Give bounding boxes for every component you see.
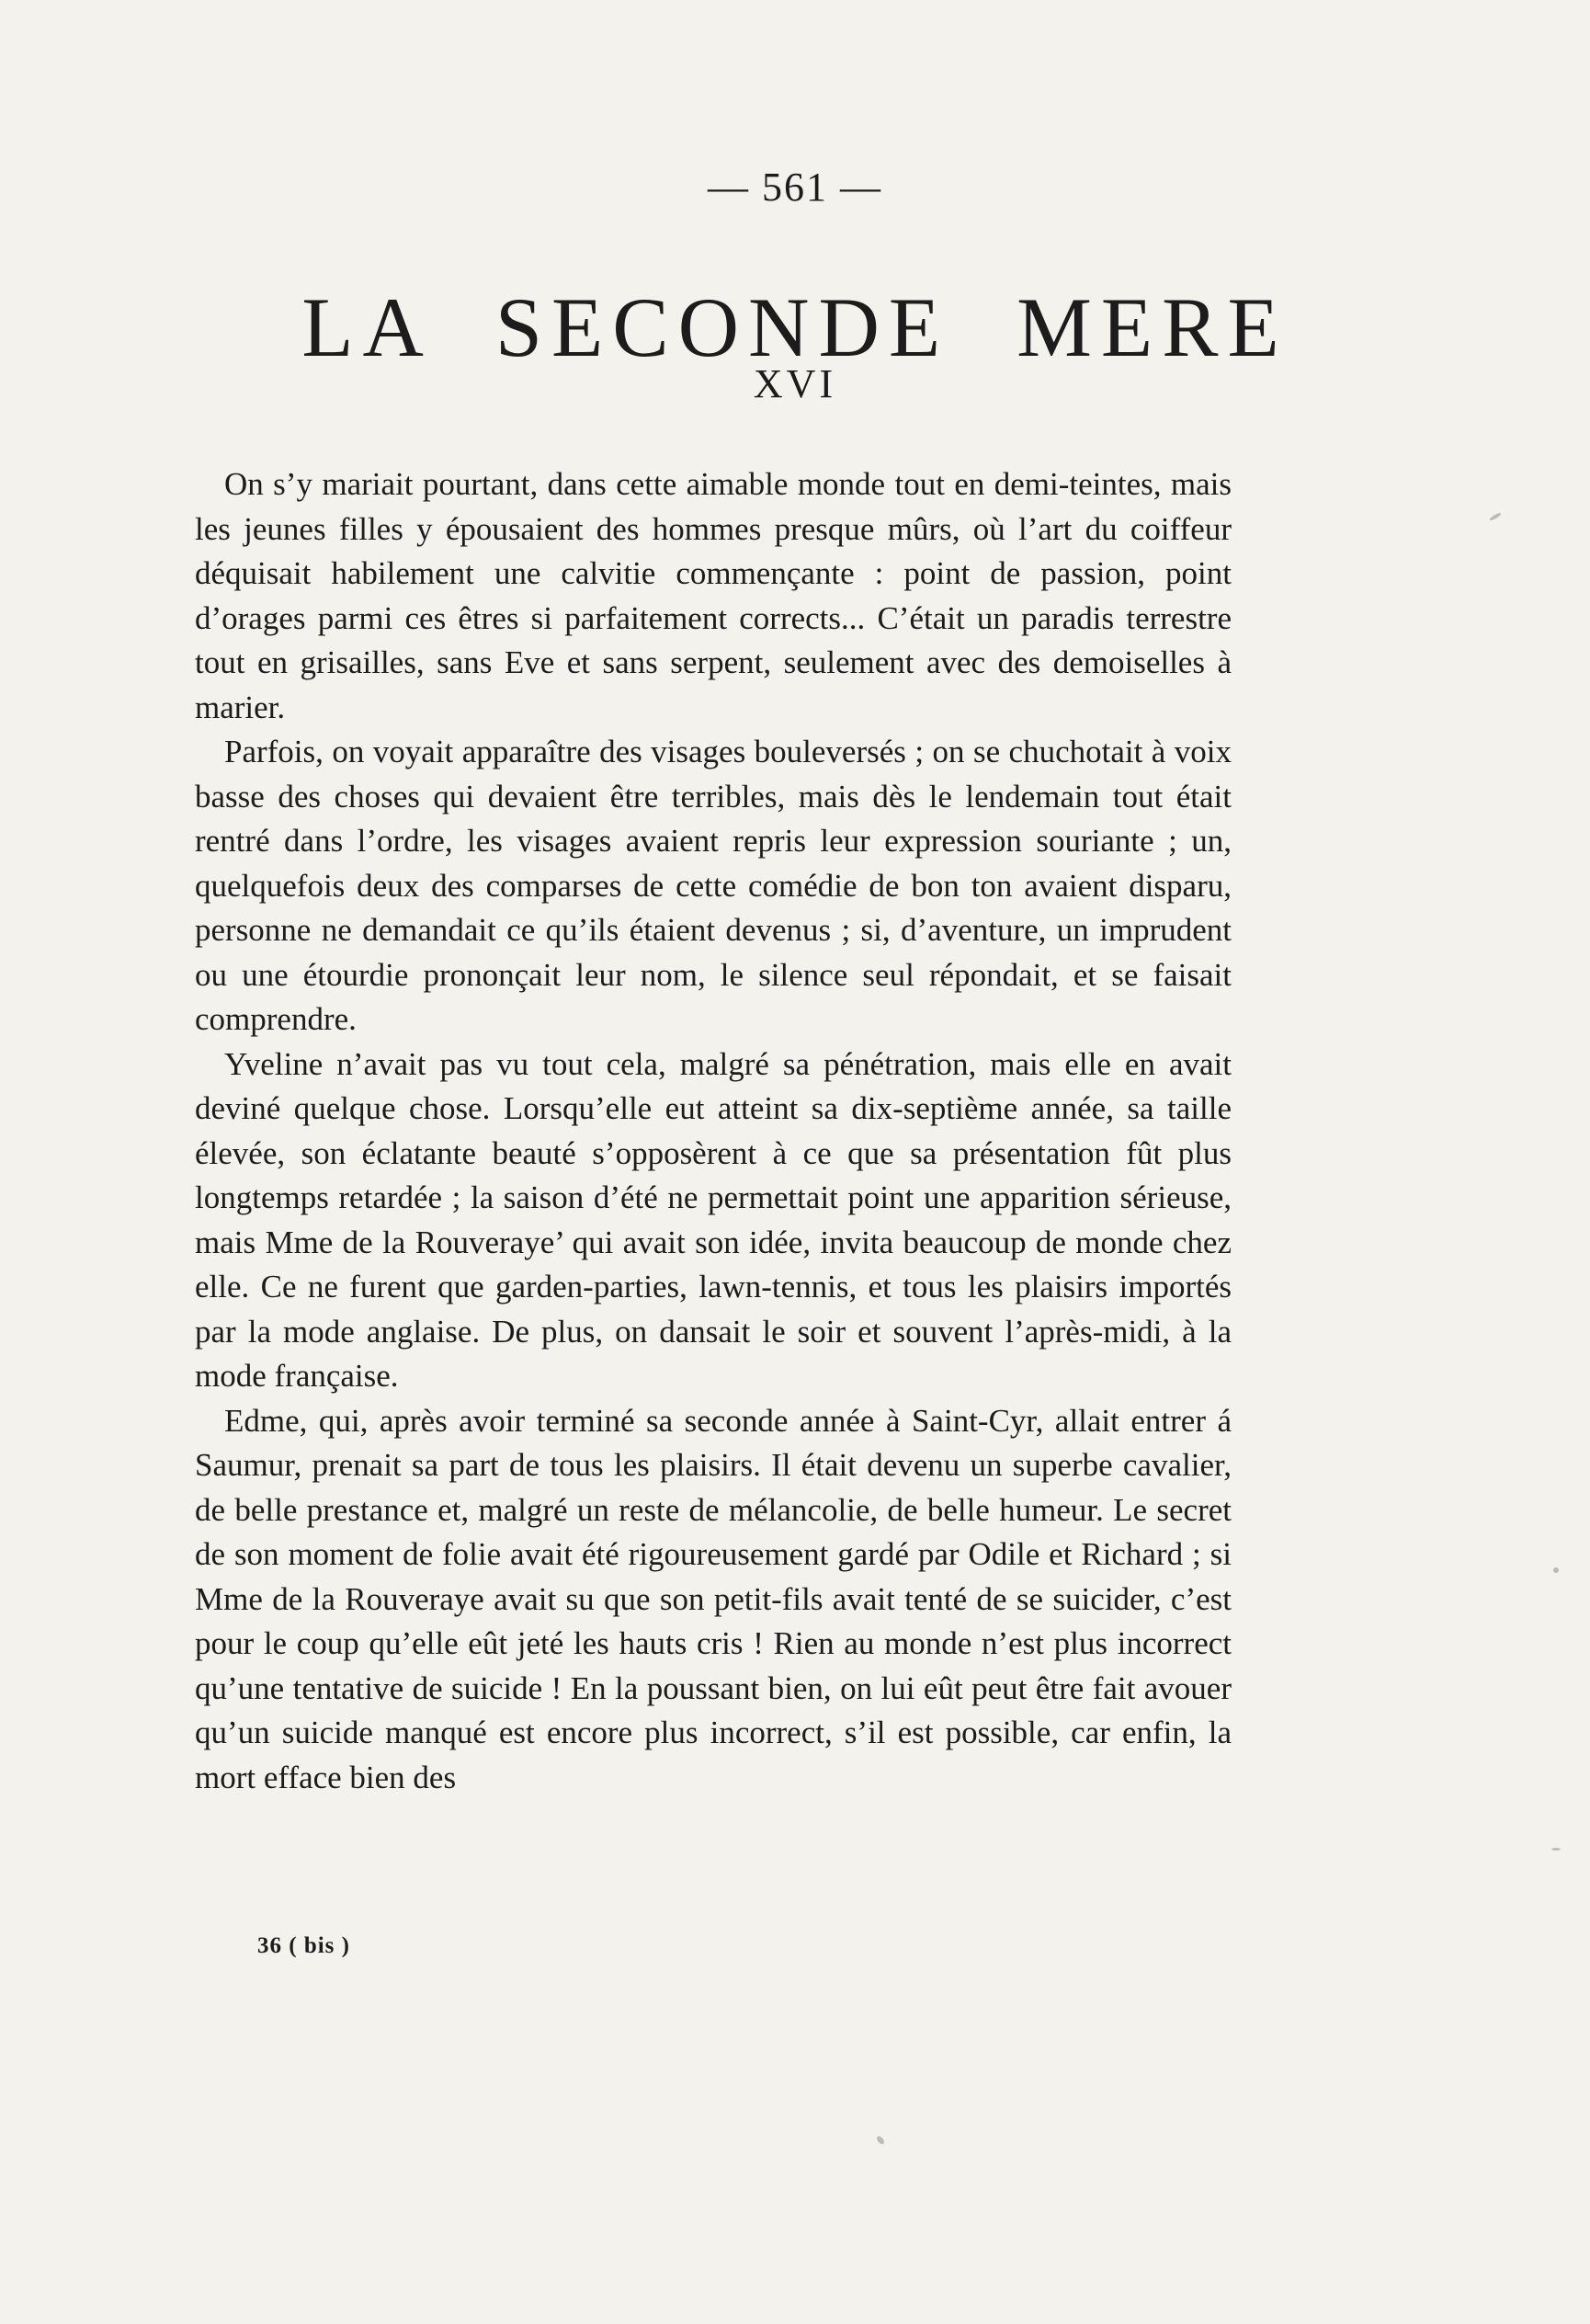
paragraph: Edme, qui, après avoir terminé sa seconde année à Saint-Cyr, allait entrer á Saumur, prenait sa part de tous les plaisirs. Il était devenu un superbe cavalier, de belle prestance et, malgré un reste de mélancolie, de belle humeur. Le secret de son moment de folie avait été rigoureusement gardé par Odile et Richard ; si Mme de la Rouveraye avait su que son petit-fils avait tenté de se suicider, c’est pour le coup qu’elle eût jeté les hauts cris ! Rien au monde n’est plus incorrect qu’une tentative de suicide ! En la poussant bien, on lui eût peut être fait avouer qu’un suicide manqué est encore plus incorrect, s’il est possible, car enfin, la mort efface bien des bbox=[195, 1402, 1232, 1795]
scan-speck bbox=[1553, 1567, 1559, 1573]
page-title: LA SECONDE MERE bbox=[301, 279, 1289, 374]
scan-speck bbox=[875, 2135, 885, 2146]
page-number: — 561 — bbox=[708, 165, 882, 210]
scan-speck bbox=[1551, 1848, 1561, 1851]
body-text bbox=[195, 462, 1232, 1800]
paragraph: Parfois, on voyait apparaître des visages bouleversés ; on se chuchotait à voix basse des choses qui devaient être terribles, mais dès le lendemain tout était rentré dans l’ordre, les visages avaient repris leur expression souriante ; un, quelquefois deux des comparses de cette comédie de bon ton avaient disparu, personne ne demandait ce qu’ils étaient devenus ; si, d’aventure, un imprudent ou une étourdie prononçait leur nom, le silence seul répondait, et se faisait comprendre. bbox=[195, 734, 1232, 1037]
paragraph: On s’y mariait pourtant, dans cette aimable monde tout en demi-teintes, mais les jeunes filles y épousaient des hommes presque mûrs, où l’art du coiffeur déquisait habilement une calvitie commençante : point de passion, point d’orages parmi ces êtres si parfaitement corrects... C’était un paradis terrestre tout en grisailles, sans Eve et sans serpent, seulement avec des demoiselles à marier. bbox=[195, 466, 1232, 725]
chapter-number: XVI bbox=[753, 361, 837, 406]
paragraph: Yveline n’avait pas vu tout cela, malgré sa pénétration, mais elle en avait deviné quelque chose. Lorsqu’elle eut atteint sa dix-septième année, sa taille élevée, son éclatante beauté s’opposèrent à ce que sa présentation fût plus longtemps retardée ; la saison d’été ne permettait point une apparition sérieuse, mais Mme de la Rouveraye’ qui avait son idée, invita beaucoup de monde chez elle. Ce ne furent que garden-parties, lawn-tennis, et tous les plaisirs importés par la mode anglaise. De plus, on dansait le soir et souvent l’après-midi, à la mode française. bbox=[195, 1045, 1232, 1394]
signature-mark: 36 ( bis ) bbox=[257, 1933, 350, 1958]
scan-speck bbox=[1489, 512, 1502, 521]
